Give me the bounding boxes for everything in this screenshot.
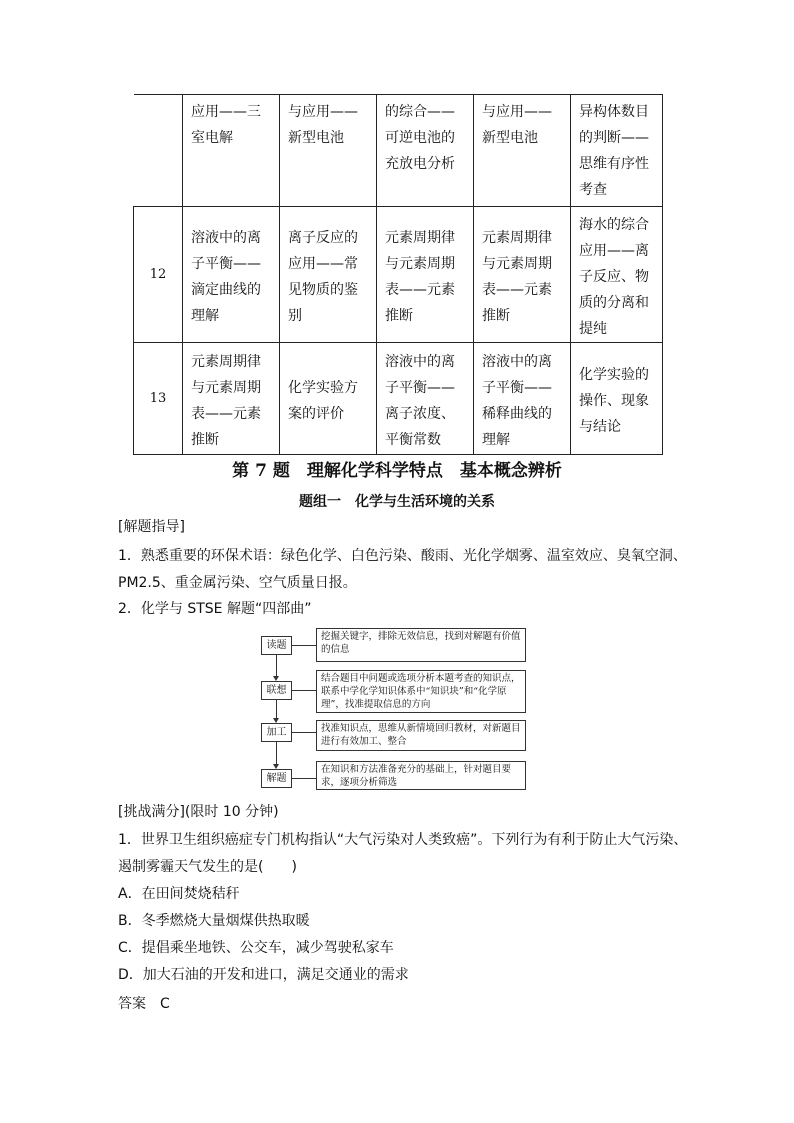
subsection-title: 题组一 化学与生活环境的关系 <box>299 494 495 510</box>
table-cell: 与应用——新型电池 <box>474 95 571 207</box>
step-read-description: 挖掘关键字，排除无效信息，找到对解题有价值的信息 <box>316 628 526 662</box>
four-step-flowchart <box>258 628 534 790</box>
table-cell: 溶液中的离子平衡——离子浓度、平衡常数 <box>377 343 474 455</box>
connector-line <box>291 778 316 779</box>
step-solve-description: 在知识和方法准备充分的基础上，针对题目要求，逐项分析筛选 <box>316 761 526 790</box>
row-number <box>134 95 183 207</box>
option-c: C．提倡乘坐地铁、公交车，减少驾驶私家车 <box>118 940 394 956</box>
option-b: B．冬季燃烧大量烟煤供热取暖 <box>118 913 310 929</box>
option-d: D．加大石油的开发和进口，满足交通业的需求 <box>118 967 409 983</box>
table-cell: 元素周期律与元素周期表——元素推断 <box>377 207 474 343</box>
step-process-description: 找准知识点，思维从新情境回归教材，对新题目进行有效加工、整合 <box>316 720 526 751</box>
guide-item-2: 2．化学与 STSE 解题“四部曲” <box>118 601 312 617</box>
table-cell: 异构体数目的判断——思维有序性考查 <box>571 95 663 207</box>
row-number: 12 <box>134 207 183 343</box>
guide-heading: [解题指导] <box>118 519 185 535</box>
table-cell: 离子反应的应用——常见物质的鉴别 <box>280 207 377 343</box>
question-stem-line-1: 1．世界卫生组织癌症专门机构指认“大气污染对人类致癌”。下列行为有利于防止大气污染、 <box>118 832 688 848</box>
connector-line <box>291 690 316 691</box>
table-row <box>134 95 663 207</box>
section-title: 第 7 题 理解化学科学特点 基本概念辨析 <box>232 461 562 481</box>
table-cell: 元素周期律与元素周期表——元素推断 <box>474 207 571 343</box>
table-row <box>134 343 663 455</box>
table-row <box>134 207 663 343</box>
step-associate: 联想 <box>261 681 292 700</box>
table-cell: 的综合——可逆电池的充放电分析 <box>377 95 474 207</box>
option-a: A．在田间焚烧秸秆 <box>118 886 240 902</box>
guide-item-1-line-1: 1．熟悉重要的环保术语：绿色化学、白色污染、酸雨、光化学烟雾、温室效应、臭氧空洞、 <box>118 548 687 564</box>
row-number: 13 <box>134 343 183 455</box>
step-solve: 解题 <box>261 769 292 788</box>
table-cell: 与应用——新型电池 <box>280 95 377 207</box>
topic-table <box>133 94 663 455</box>
table-cell: 应用——三室电解 <box>183 95 280 207</box>
step-read: 读题 <box>261 636 292 655</box>
table-cell: 溶液中的离子平衡——稀释曲线的理解 <box>474 343 571 455</box>
table-cell: 化学实验的操作、现象与结论 <box>571 343 663 455</box>
step-associate-description: 结合题目中问题或选项分析本题考查的知识点，联系中学化学知识体系中“知识块”和“化学原理”，找准提取信息的方向 <box>316 670 526 713</box>
answer: 答案 C <box>118 996 170 1012</box>
step-process: 加工 <box>261 723 292 742</box>
connector-line <box>291 645 316 646</box>
question-stem-line-2: 遏制雾霾天气发生的是( ) <box>118 859 297 875</box>
table-cell: 化学实验方案的评价 <box>280 343 377 455</box>
table-cell: 元素周期律与元素周期表——元素推断 <box>183 343 280 455</box>
table-cell: 溶液中的离子平衡——滴定曲线的理解 <box>183 207 280 343</box>
challenge-heading: [挑战满分](限时 10 分钟) <box>118 804 279 820</box>
connector-line <box>291 732 316 733</box>
table-cell: 海水的综合应用——离子反应、物质的分离和提纯 <box>571 207 663 343</box>
guide-item-1-line-2: PM2.5、重金属污染、空气质量日报。 <box>118 575 357 591</box>
